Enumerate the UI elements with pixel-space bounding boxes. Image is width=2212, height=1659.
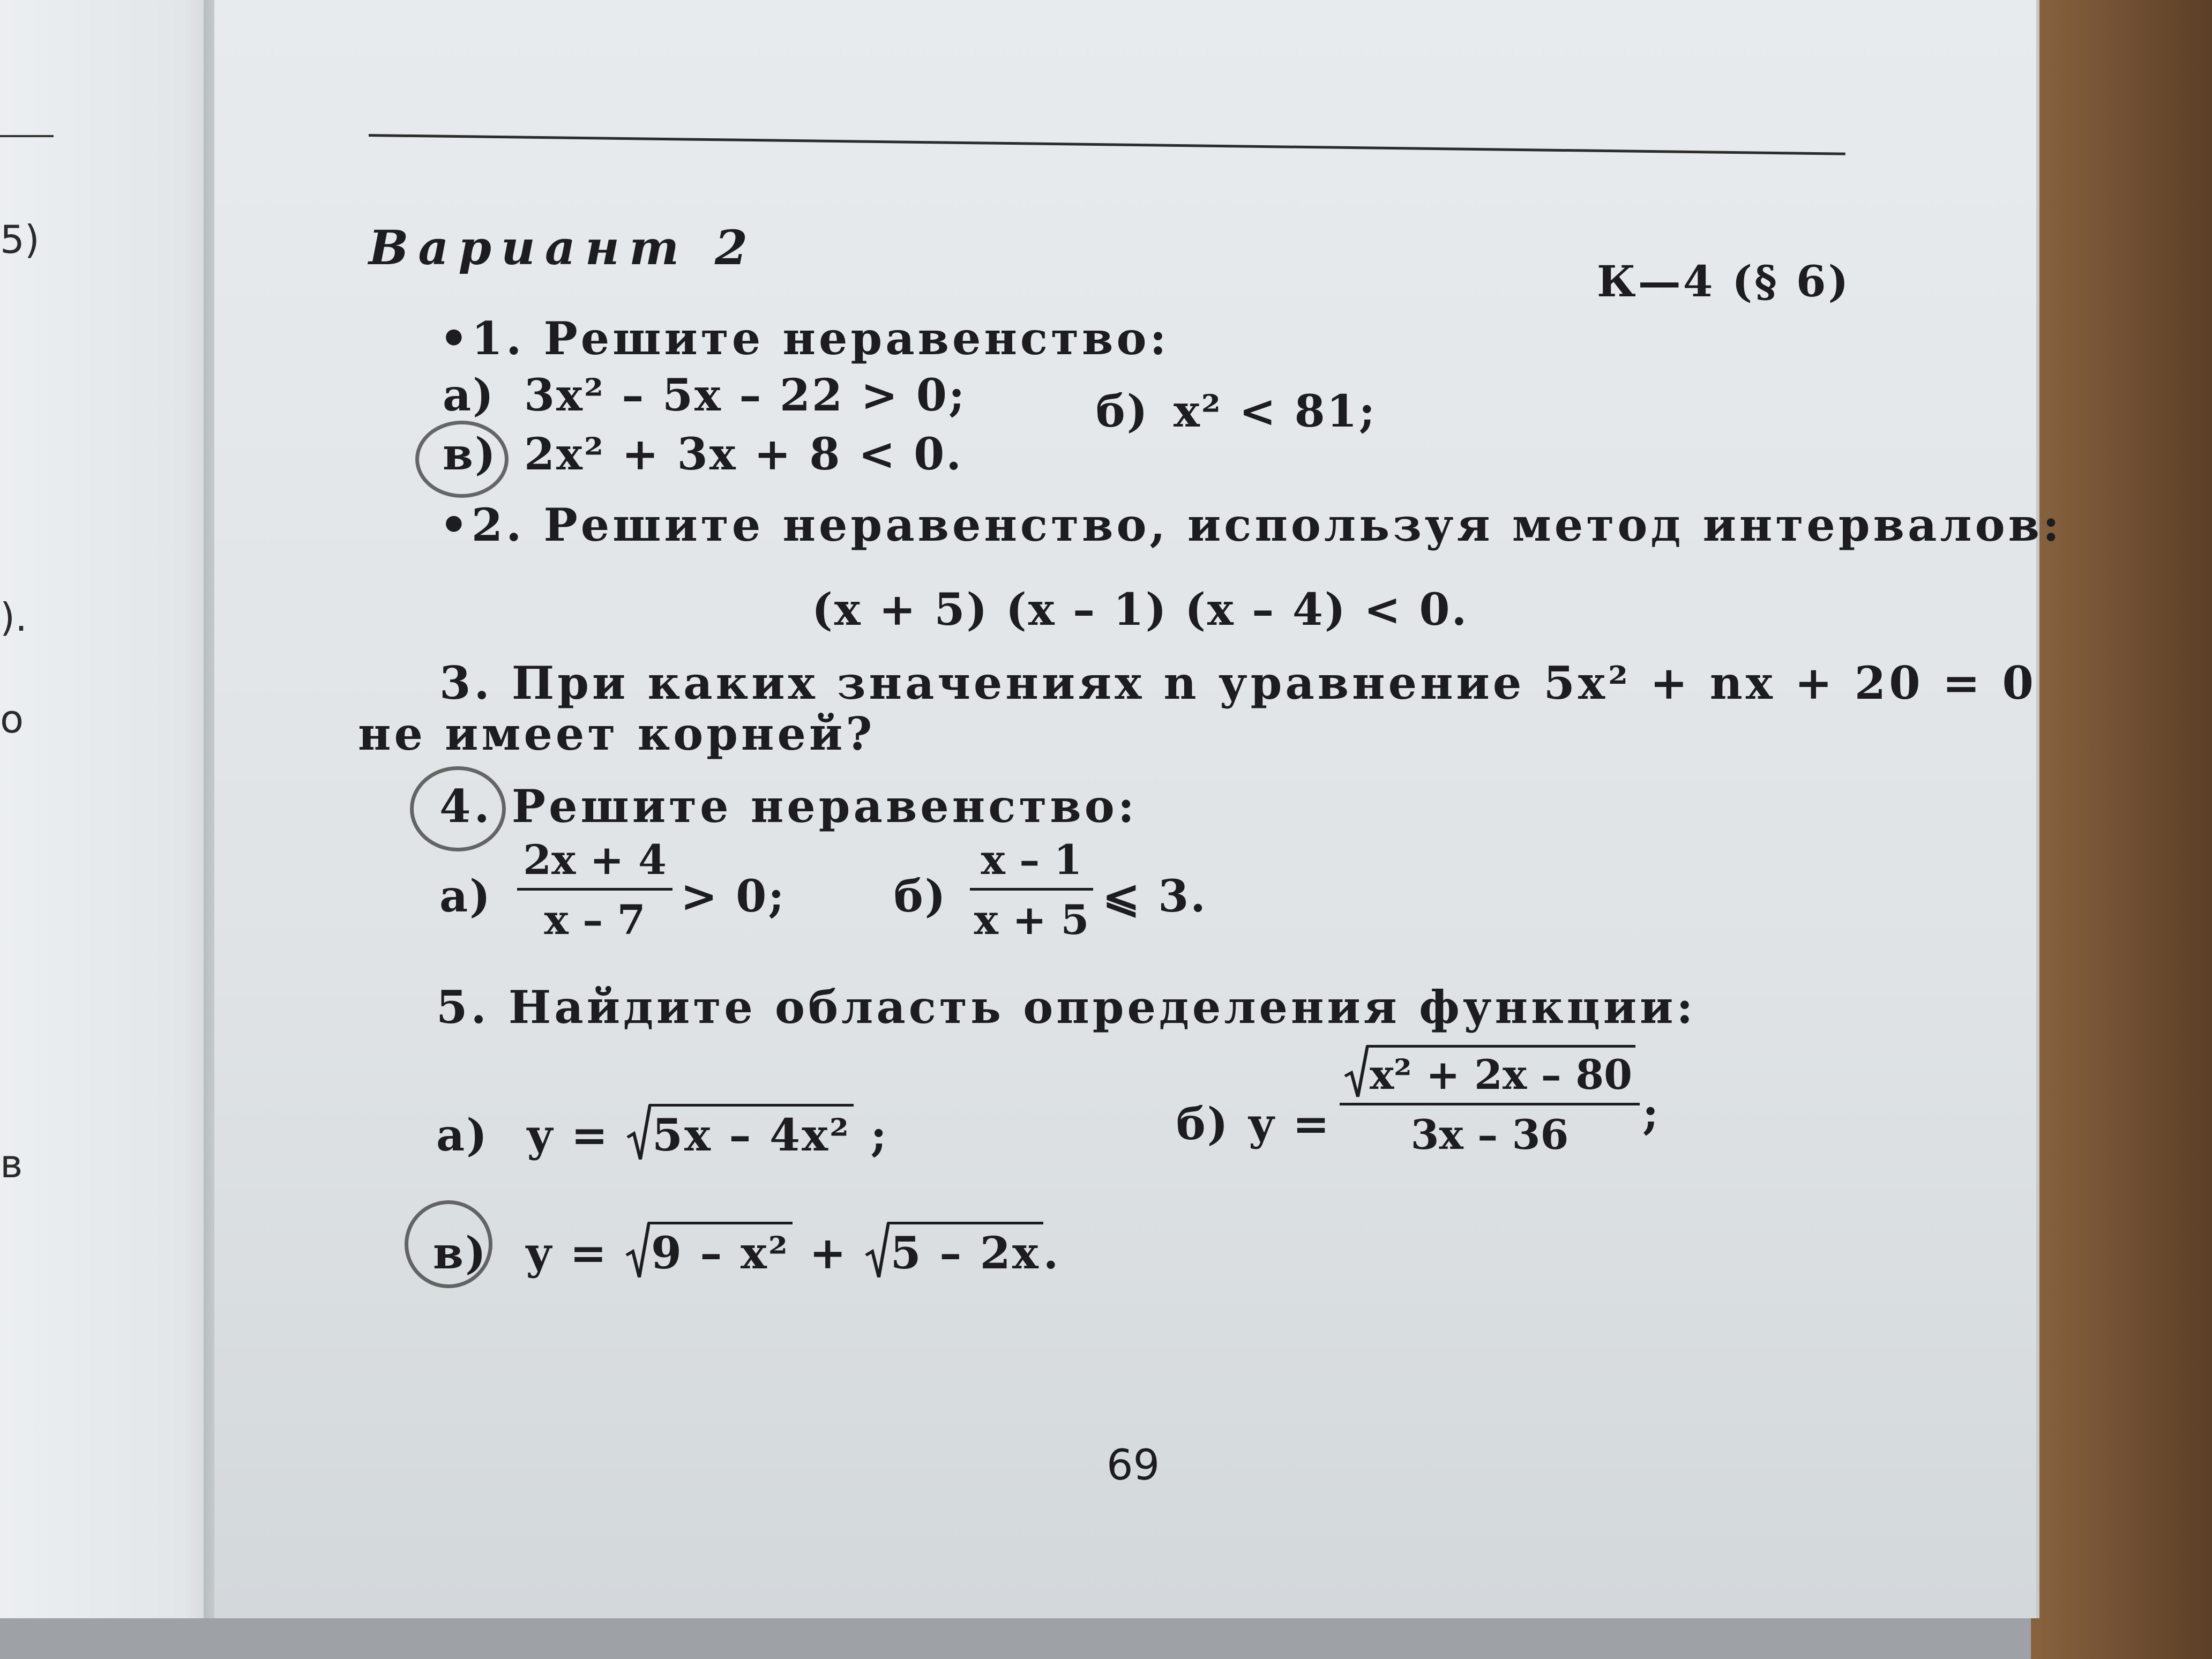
radical-icon [865, 1222, 890, 1279]
task5-c-radicand2: 5 – 2x [887, 1222, 1043, 1279]
left-margin-fragment: ). [0, 595, 27, 640]
task4-a-fraction [517, 836, 672, 944]
task5-c-sqrt2 [865, 1222, 1043, 1279]
task5-c-lhs: y = [526, 1228, 609, 1279]
task5-a-radicand: 5x – 4x² [649, 1104, 854, 1161]
task5-b-numerator [1340, 1045, 1640, 1103]
left-margin-fragment: 5) [0, 217, 40, 262]
page-number: 69 [1107, 1441, 1160, 1490]
table-surface [2026, 0, 2212, 1659]
task4-b-relation: ⩽ 3. [1103, 871, 1207, 922]
left-page-rule [0, 135, 54, 137]
task5-c [433, 1222, 1060, 1279]
task4-title: 4. Решите неравенство: [439, 780, 1138, 833]
task4-b-fraction [970, 836, 1093, 944]
task4-b-label: б) [894, 871, 947, 922]
task1-a-expr: 3x² – 5x – 22 > 0; [524, 370, 967, 421]
cloth-bottom [0, 1618, 2031, 1659]
task5-title: 5. Найдите область определения функции: [436, 981, 1697, 1034]
task4-a-label: а) [439, 871, 492, 922]
task5-b-label: б) [1176, 1098, 1230, 1150]
task1-a-label: а) [443, 370, 495, 421]
task5-a-label: а) [436, 1110, 489, 1161]
left-margin-fragment: в [0, 1141, 23, 1186]
task5-b-lhs: y = [1249, 1098, 1331, 1150]
task5-c-label: в) [433, 1228, 488, 1279]
task5-a-end: ; [870, 1110, 888, 1161]
task5-a-lhs: y = [527, 1110, 610, 1161]
task4-a-relation: > 0; [681, 871, 786, 922]
task3-line2: не имеет корней? [358, 707, 876, 760]
left-margin-fragment: о [0, 697, 24, 742]
task1-b-expr: x² < 81; [1174, 386, 1377, 437]
radical-icon [625, 1222, 650, 1279]
task1-title: •1. Решите неравенство: [439, 312, 1170, 365]
task5-b-end: ; [1642, 1088, 1661, 1139]
task2-title: •2. Решите неравенство, используя метод интервалов: [439, 498, 2063, 551]
task5-b-radicand: x² + 2x – 80 [1366, 1045, 1635, 1098]
task5-c-end: . [1043, 1228, 1060, 1279]
task5-a-sqrt [626, 1104, 854, 1161]
radical-icon [1344, 1045, 1369, 1098]
task4-a-numerator: 2x + 4 [523, 836, 667, 884]
radical-icon [626, 1104, 651, 1161]
task5-b-denominator: 3x – 36 [1410, 1111, 1569, 1159]
task5-b-fraction [1340, 1045, 1640, 1159]
task5-c-sqrt1 [625, 1222, 793, 1279]
task3-line1: 3. При каких значениях n уравнение 5x² + nx + 20 = 0 [439, 656, 2037, 709]
task1-c-expr: 2x² + 3x + 8 < 0. [524, 429, 963, 480]
task1-c-label: в) [443, 429, 497, 480]
task5-b-sqrt [1344, 1045, 1635, 1098]
task4-a-denominator: x – 7 [544, 896, 646, 944]
section-label: К—4 (§ 6) [1597, 256, 1851, 307]
task1-b-label: б) [1096, 386, 1149, 437]
task4-b-numerator: x – 1 [981, 836, 1082, 884]
task4-b-denominator: x + 5 [974, 896, 1089, 944]
task5-a [436, 1104, 888, 1161]
variant-title: Вариант 2 [369, 220, 758, 275]
task2-expr: (x + 5) (x – 1) (x – 4) < 0. [812, 584, 1469, 636]
task5-c-plus: + [809, 1228, 848, 1279]
task5-c-radicand1: 9 – x² [648, 1222, 793, 1279]
